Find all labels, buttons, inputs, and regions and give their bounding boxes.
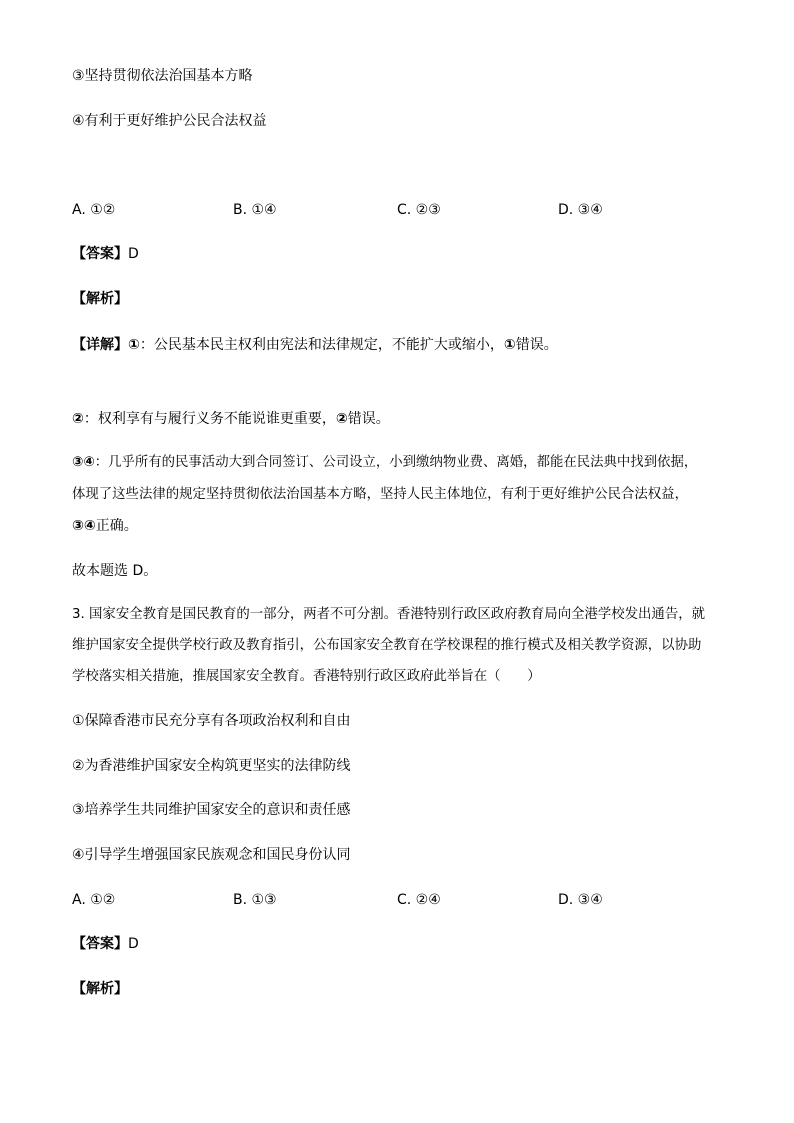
q3-stem-line-3: 学校落实相关措施，推展国家安全教育。香港特别行政区政府此举旨在（ ） [72, 669, 541, 684]
detail-34-end: 正确。 [95, 518, 138, 534]
detail-1-text: ：公民基本民主权利由宪法和法律规定，不能扩大或缩小， [139, 337, 504, 353]
q3-stem-line-2: 维护国家安全提供学校行政及教育指引，公布国家安全教育在学校课程的推行模式及相关教学资源，以协助 [72, 638, 702, 653]
detail-2-mark: ② [335, 411, 348, 427]
q3-statement-3: ③培养学生共同维护国家安全的意识和责任感 [72, 802, 351, 818]
answer-value: D [128, 936, 139, 952]
q3-answer [72, 934, 139, 954]
q3-statement-2: ②为香港维护国家安全构筑更坚实的法律防线 [72, 758, 351, 774]
detail-label: 【详解】 [72, 337, 128, 353]
q3-option-b: B. ①③ [233, 892, 277, 908]
q2-statement-2: ③坚持贯彻依法治国基本方略 [72, 68, 253, 84]
detail-1-head: ① [128, 337, 140, 353]
q2-detail-34-line1 [72, 453, 697, 473]
q3-option-c: C. ②④ [397, 892, 441, 908]
detail-1-end: 错误。 [515, 337, 558, 353]
detail-34-mark: ③④ [72, 518, 96, 534]
answer-label: 【答案】 [72, 936, 128, 952]
q2-detail-1 [72, 335, 558, 355]
q2-option-b: B. ①④ [233, 202, 277, 218]
q2-conclusion: 故本题选 D。 [72, 563, 158, 579]
q2-detail-2 [72, 409, 390, 429]
q2-statement-3: ④有利于更好维护公民合法权益 [72, 113, 267, 129]
q2-option-a: A. ①② [72, 202, 116, 218]
detail-1-mark: ① [503, 337, 516, 353]
detail-2-head: ② [72, 411, 84, 427]
q3-statement-1: ①保障香港市民充分享有各项政治权利和自由 [72, 713, 351, 729]
q2-option-d: D. ③④ [558, 202, 603, 218]
q2-answer [72, 244, 139, 264]
q3-option-a: A. ①② [72, 892, 116, 908]
answer-label: 【答案】 [72, 246, 128, 262]
q3-option-d: D. ③④ [558, 892, 603, 908]
q2-detail-34-line2: 体现了这些法律的规定坚持贯彻依法治国基本方略，坚持人民主体地位，有利于更好维护公民合法权益， [72, 487, 688, 502]
q3-stem-line-1: 3. 国家安全教育是国民教育的一部分，两者不可分割。香港特别行政区政府教育局向全港学校发出通告，就 [72, 607, 705, 622]
detail-34-head: ③④ [72, 455, 95, 470]
detail-34-text: ：几乎所有的民事活动大到合同签订、公司设立，小到缴纳物业费、离婚，都能在民法典中找到依据， [94, 455, 698, 470]
detail-2-end: 错误。 [347, 411, 390, 427]
q3-analysis-label: 【解析】 [72, 981, 128, 997]
answer-value: D [128, 246, 139, 262]
q2-detail-34-line3 [72, 516, 138, 536]
q2-analysis-label: 【解析】 [72, 291, 128, 307]
q3-statement-4: ④引导学生增强国家民族观念和国民身份认同 [72, 847, 351, 863]
q2-option-c: C. ②③ [397, 202, 441, 218]
detail-2-text: ：权利享有与履行义务不能说谁更重要， [83, 411, 336, 427]
